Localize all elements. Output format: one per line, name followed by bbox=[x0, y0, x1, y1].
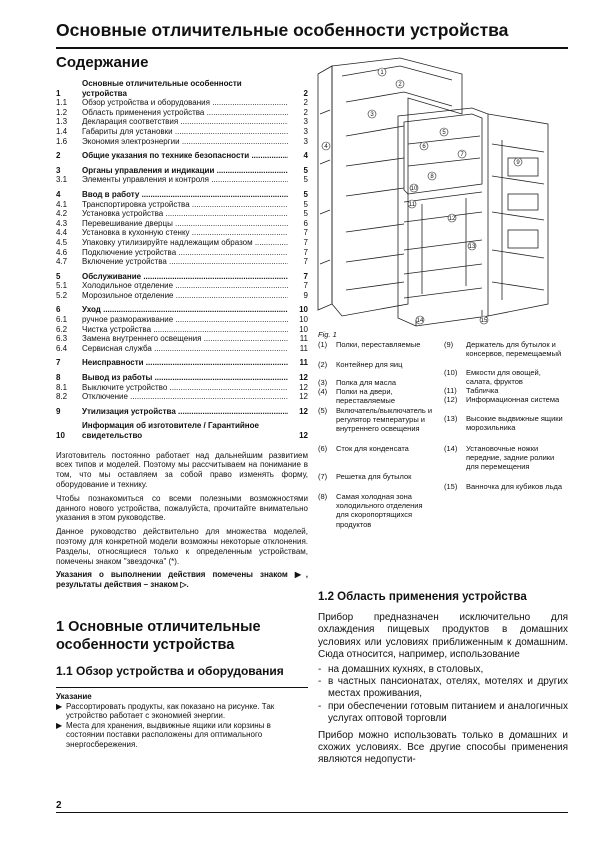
toc-entry[interactable] bbox=[56, 79, 308, 98]
legend-item bbox=[444, 386, 568, 395]
toc-entry-page: 5 bbox=[303, 199, 308, 209]
toc-entry-number: 6.2 bbox=[56, 324, 68, 334]
legend-item bbox=[444, 444, 568, 472]
toc-entry-page: 3 bbox=[303, 126, 308, 136]
toc-entry[interactable] bbox=[56, 238, 308, 248]
page-title: Основные отличительные особенности устройства bbox=[56, 20, 509, 40]
toc-entry[interactable] bbox=[56, 108, 308, 118]
toc-entry-number: 7 bbox=[56, 358, 61, 368]
toc-entry-page: 5 bbox=[303, 175, 308, 185]
legend-number: (13) bbox=[444, 414, 458, 423]
legend-number: (14) bbox=[444, 444, 458, 453]
legend-number: (15) bbox=[444, 482, 458, 491]
usage-list-item: - при обеспечении готовым питанием и аналогичных услугах оптовой торговли bbox=[318, 700, 568, 725]
fridge-back-outline bbox=[332, 58, 462, 316]
callout-13-icon bbox=[468, 242, 476, 250]
legend-text: Полки, переставляемые bbox=[336, 340, 421, 349]
toc-entry[interactable] bbox=[56, 137, 308, 147]
toc-entry-number: 6.3 bbox=[56, 334, 68, 344]
callout-1-icon bbox=[378, 68, 386, 76]
toc-entry-number: 1.2 bbox=[56, 107, 68, 117]
toc-entry-title: Обслуживание ..... bbox=[82, 272, 288, 282]
toc-entry-page: 7 bbox=[303, 247, 308, 257]
usage-list-item: - в частных пансионатах, отелях, мотелях и других местах проживания, bbox=[318, 676, 568, 700]
toc-title: Содержание bbox=[56, 54, 149, 71]
toc-entry[interactable] bbox=[56, 383, 308, 393]
toc-entry-title: Упаковку утилизируйте надлежащим образом ..... bbox=[82, 238, 288, 248]
toc-entry[interactable] bbox=[56, 315, 308, 325]
toc-entry[interactable] bbox=[56, 291, 308, 301]
legend-item bbox=[318, 492, 436, 529]
svg-text:2: 2 bbox=[398, 82, 402, 88]
legend-text: Контейнер для яиц bbox=[336, 360, 403, 369]
toc-entry-number: 5.1 bbox=[56, 281, 68, 291]
svg-text:13: 13 bbox=[468, 244, 476, 250]
toc-entry[interactable] bbox=[56, 272, 308, 282]
toc-entry-number: 8 bbox=[56, 373, 61, 383]
note-item-text: Рассортировать продукты, как показано на рисунке. Так устройство работает с экономией энергии. bbox=[66, 701, 275, 721]
svg-text:12: 12 bbox=[448, 216, 456, 222]
toc-entry-title: Морозильное отделение ..... bbox=[82, 291, 288, 301]
intro-paragraph: Чтобы познакомиться со всеми полезными возможностями данного нового устройства, пожалуйста, прочитайте внимательно указания в этом руководстве. bbox=[56, 493, 308, 523]
toc-entry-page: 10 bbox=[299, 305, 308, 315]
toc-entry-title: Обзор устройства и оборудования ..... bbox=[82, 98, 288, 108]
note-item-text: Места для хранения, выдвижные ящики или корзины в состоянии поставки расположены для оптимального энергосбережения. bbox=[66, 720, 271, 749]
toc-entry-title: Замена внутреннего освещения ..... bbox=[82, 334, 288, 344]
callout-14-icon bbox=[416, 316, 424, 324]
legend-item bbox=[444, 414, 568, 432]
legend-text: Емкости для овощей, салата, фруктов bbox=[466, 368, 541, 387]
toc-entry-number: 5 bbox=[56, 271, 61, 281]
callout-4-icon bbox=[322, 142, 330, 150]
legend-item bbox=[444, 340, 568, 358]
toc-entry-title: Включение устройства ..... bbox=[82, 257, 288, 267]
svg-text:4: 4 bbox=[324, 144, 328, 150]
toc-entry-number: 8.2 bbox=[56, 392, 68, 402]
toc-entry[interactable] bbox=[56, 358, 308, 368]
toc-entry[interactable] bbox=[56, 325, 308, 335]
legend-item bbox=[318, 444, 436, 453]
toc-entry-page: 12 bbox=[299, 382, 308, 392]
toc-entry-page: 12 bbox=[299, 406, 308, 416]
toc-entry-title: Установка устройства ..... bbox=[82, 209, 288, 219]
svg-text:1: 1 bbox=[380, 70, 384, 76]
toc-entry-title: Органы управления и индикации ..... bbox=[82, 166, 288, 176]
legend-item bbox=[318, 340, 436, 349]
toc-entry-title: Уход ..... bbox=[82, 305, 288, 315]
toc-entry[interactable] bbox=[56, 117, 308, 127]
svg-text:5: 5 bbox=[442, 130, 446, 136]
toc-entry-page: 10 bbox=[299, 324, 308, 334]
legend-item bbox=[318, 360, 436, 369]
toc-entry-number: 2 bbox=[56, 151, 61, 161]
toc-entry-title: Общие указания по технике безопасности ..... bbox=[82, 151, 288, 161]
legend-item bbox=[444, 368, 568, 386]
legend-number: (3) bbox=[318, 378, 328, 387]
intro-paragraph: Данное руководство действительно для множества моделей, поэтому для конкретной модели возможны некоторые отклонения. Разделы, относящиеся только к определенным устройствам, помечены знаком "звездочка" (*). bbox=[56, 527, 308, 566]
toc-entry-number: 4.3 bbox=[56, 218, 68, 228]
section-1-2-body bbox=[318, 612, 568, 767]
toc-entry-title: Область применения устройства ..... bbox=[82, 108, 288, 118]
toc-entry-number: 4.6 bbox=[56, 247, 68, 257]
toc-entry-number: 6.4 bbox=[56, 343, 68, 353]
legend-text: Ванночка для кубиков льда bbox=[466, 482, 563, 491]
section-1-1-title: 1.1 Обзор устройства и оборудования bbox=[56, 664, 284, 678]
toc-entry-title: Подключение устройства ..... bbox=[82, 248, 288, 258]
note-box bbox=[56, 687, 308, 750]
legend-number: (7) bbox=[318, 472, 328, 481]
toc-entry[interactable] bbox=[56, 305, 308, 315]
svg-text:11: 11 bbox=[408, 202, 416, 208]
toc-entry-page: 11 bbox=[299, 334, 308, 344]
toc-entry-page: 7 bbox=[303, 257, 308, 267]
action-arrow-icon: ▶ bbox=[56, 720, 63, 730]
legend-item bbox=[318, 378, 436, 387]
toc-entry-number: 8.1 bbox=[56, 382, 68, 392]
toc-entry-page: 11 bbox=[299, 358, 308, 368]
intro-paragraph-bold: Указания о выполнении действия помечены знаком ▶, результаты действия – знаком ▷. bbox=[56, 570, 308, 590]
toc-entry-title: Габариты для установки ..... bbox=[82, 127, 288, 137]
legend-item bbox=[318, 387, 436, 405]
toc-entry-title: Сервисная служба ..... bbox=[82, 344, 288, 354]
toc-entry[interactable] bbox=[56, 334, 308, 344]
toc-entry-number: 4.4 bbox=[56, 228, 68, 238]
toc-entry[interactable] bbox=[56, 248, 308, 258]
toc-entry-number: 4 bbox=[56, 189, 61, 199]
toc-entry-page: 2 bbox=[303, 107, 308, 117]
svg-text:7: 7 bbox=[460, 152, 464, 158]
legend-item bbox=[444, 395, 568, 404]
fridge-figure bbox=[312, 54, 568, 329]
legend-number: (2) bbox=[318, 360, 328, 369]
toc-entry-page: 11 bbox=[299, 343, 308, 353]
svg-text:8: 8 bbox=[430, 174, 434, 180]
usage-list-item: - на домашних кухнях, в столовых, bbox=[318, 663, 484, 675]
toc-entry-page: 5 bbox=[303, 209, 308, 219]
usage-list-text: при обеспечении готовым питанием и аналогичных услугах оптовой торговли bbox=[328, 700, 568, 725]
toc-entry[interactable] bbox=[56, 200, 308, 210]
toc-entry-title: Элементы управления и контроля ..... bbox=[82, 175, 288, 185]
svg-text:14: 14 bbox=[416, 318, 424, 324]
toc-entry[interactable] bbox=[56, 219, 308, 229]
callout-11-icon bbox=[408, 200, 416, 208]
toc-entry-number: 1.1 bbox=[56, 98, 68, 108]
legend-item bbox=[444, 482, 568, 491]
toc-entry-title: Отключение ..... bbox=[82, 392, 288, 402]
toc-entry-title: Декларация соответствия ..... bbox=[82, 117, 288, 127]
toc-entry-number: 9 bbox=[56, 406, 61, 416]
toc-entry-title: Ввод в работу ..... bbox=[82, 190, 288, 200]
toc-entry-number: 4.7 bbox=[56, 257, 68, 267]
callout-8-icon bbox=[428, 172, 436, 180]
legend-number: (11) bbox=[444, 386, 457, 395]
toc-entry-title: Экономия электроэнергии ..... bbox=[82, 137, 288, 147]
toc-entry[interactable] bbox=[56, 281, 308, 291]
legend-text: Высокие выдвижные ящики морозильника bbox=[466, 414, 563, 433]
legend-text: Полки на двери, переставляемые bbox=[336, 387, 395, 406]
toc-entry-title: Транспортировка устройства ..... bbox=[82, 200, 288, 210]
callout-6-icon bbox=[420, 142, 428, 150]
toc-entry-title: Установка в кухонную стенку ..... bbox=[82, 228, 288, 238]
legend-number: (12) bbox=[444, 395, 458, 404]
legend-item bbox=[318, 472, 436, 481]
toc-entry[interactable] bbox=[56, 344, 308, 354]
toc-entry[interactable] bbox=[56, 228, 308, 238]
toc-entry-title: Основные отличительные особенности устройства bbox=[82, 79, 242, 98]
legend-item bbox=[318, 406, 436, 434]
toc-entry-page: 2 bbox=[303, 98, 308, 108]
svg-text:6: 6 bbox=[422, 144, 426, 150]
legend-text: Сток для конденсата bbox=[336, 444, 409, 453]
intro-text bbox=[56, 451, 308, 590]
toc-entry-number: 1.3 bbox=[56, 117, 68, 127]
toc-entry-page: 3 bbox=[303, 117, 308, 127]
toc-entry-page: 4 bbox=[303, 151, 308, 161]
toc-entry-title: Холодильное отделение ..... bbox=[82, 281, 288, 291]
toc-entry[interactable] bbox=[56, 392, 308, 402]
legend-number: (8) bbox=[318, 492, 328, 501]
callout-7-icon bbox=[458, 150, 466, 158]
toc-entry-title: ручное размораживание ..... bbox=[82, 315, 288, 325]
section-1-2-paragraph: Прибор можно использовать только в домашних и схожих условиях. Все другие способы применения являются недопусти- bbox=[318, 729, 568, 766]
legend-text: Решетка для бутылок bbox=[336, 472, 412, 481]
toc-entry-number: 10 bbox=[56, 431, 65, 440]
toc-entry-title: Утилизация устройства ..... bbox=[82, 407, 288, 417]
action-arrow-icon: ▶ bbox=[56, 701, 63, 711]
toc-entry-number: 1.6 bbox=[56, 136, 68, 146]
section-1-2-paragraph: Прибор предназначен исключительно для охлаждения пищевых продуктов в домашних условиях или условиях приближенным к домашним. Сюда относится, например, использование bbox=[318, 612, 568, 661]
toc-entry-page: 5 bbox=[303, 189, 308, 199]
legend-number: (4) bbox=[318, 387, 328, 396]
toc-entry-number: 3 bbox=[56, 165, 61, 175]
table-of-contents bbox=[56, 79, 308, 441]
toc-entry-number: 6 bbox=[56, 305, 61, 315]
legend-number: (5) bbox=[318, 406, 328, 415]
figure-label: Fig. 1 bbox=[318, 330, 337, 339]
legend-text: Самая холодная зона холодильного отделения для скоропортящихся продуктов bbox=[336, 492, 423, 529]
toc-entry-number: 4.5 bbox=[56, 237, 68, 247]
toc-entry-number: 1.4 bbox=[56, 126, 68, 136]
toc-entry-number: 4.1 bbox=[56, 199, 68, 209]
left-column bbox=[56, 54, 308, 594]
section-1-2 bbox=[318, 591, 568, 769]
legend-text: Установочные ножки передние, задние ролики для перемещения bbox=[466, 444, 555, 472]
toc-entry-page: 12 bbox=[299, 373, 308, 383]
callout-10-icon bbox=[410, 184, 418, 192]
toc-entry-page: 3 bbox=[303, 136, 308, 146]
legend-text: Табличка bbox=[466, 386, 499, 395]
note-item bbox=[56, 721, 308, 750]
svg-text:15: 15 bbox=[480, 318, 488, 324]
toc-entry-page: 10 bbox=[299, 315, 308, 325]
toc-entry-title: Перевешивание дверцы ..... bbox=[82, 219, 288, 229]
toc-entry[interactable] bbox=[56, 373, 308, 383]
toc-entry-title: Вывод из работы ..... bbox=[82, 373, 288, 383]
toc-entry-number: 4.2 bbox=[56, 209, 68, 219]
toc-entry[interactable] bbox=[56, 421, 308, 440]
toc-entry-number: 5.2 bbox=[56, 290, 68, 300]
callout-5-icon bbox=[440, 128, 448, 136]
callout-15-icon bbox=[480, 316, 488, 324]
section-1 bbox=[56, 618, 308, 750]
usage-list-text: в частных пансионатах, отелях, мотелях и других местах проживания, bbox=[328, 676, 568, 700]
toc-entry-title: Неисправности ..... bbox=[82, 358, 288, 368]
toc-entry-number: 3.1 bbox=[56, 175, 68, 185]
legend-number: (10) bbox=[444, 368, 458, 377]
callout-9-icon bbox=[514, 158, 522, 166]
svg-text:3: 3 bbox=[370, 112, 374, 118]
legend-text: Включатель/выключатель и регулятор температуры и внутреннего освещения bbox=[336, 406, 433, 434]
legend-number: (6) bbox=[318, 444, 328, 453]
toc-entry-number: 6.1 bbox=[56, 315, 68, 325]
legend-number: (9) bbox=[444, 340, 454, 349]
toc-entry-title: Выключите устройство ..... bbox=[82, 383, 288, 393]
callout-2-icon bbox=[396, 80, 404, 88]
callout-3-icon bbox=[368, 110, 376, 118]
toc-entry-page: 12 bbox=[299, 431, 308, 440]
legend-text: Держатель для бутылок и консервов, перемещаемый bbox=[466, 340, 562, 359]
svg-text:10: 10 bbox=[410, 186, 418, 192]
usage-list-text: на домашних кухнях, в столовых, bbox=[328, 663, 484, 675]
toc-entry[interactable] bbox=[56, 151, 308, 161]
toc-entry[interactable] bbox=[56, 209, 308, 219]
legend-text: Информационная система bbox=[466, 395, 560, 404]
toc-entry[interactable] bbox=[56, 98, 308, 108]
toc-entry-number: 1 bbox=[56, 88, 61, 98]
page-header bbox=[56, 17, 568, 49]
note-item bbox=[56, 702, 308, 721]
legend-number: (1) bbox=[318, 340, 328, 349]
page-number: 2 bbox=[56, 800, 62, 811]
toc-entry-page: 9 bbox=[303, 290, 308, 300]
toc-entry-page: 5 bbox=[303, 165, 308, 175]
toc-entry[interactable] bbox=[56, 407, 308, 417]
toc-entry-page: 7 bbox=[303, 281, 308, 291]
toc-entry[interactable] bbox=[56, 175, 308, 185]
toc-entry-page: 7 bbox=[303, 237, 308, 247]
section-1-title: 1 Основные отличительные особенности устройства bbox=[56, 619, 261, 653]
toc-entry-page: 7 bbox=[303, 228, 308, 238]
toc-entry[interactable] bbox=[56, 127, 308, 137]
toc-entry[interactable] bbox=[56, 166, 308, 176]
toc-entry-title: Чистка устройства ..... bbox=[82, 325, 288, 335]
toc-entry-page: 7 bbox=[303, 271, 308, 281]
toc-entry-title: Информация об изготовителе / Гарантийное свидетельство bbox=[82, 421, 259, 440]
section-1-2-title: 1.2 Область применения устройства bbox=[318, 591, 527, 603]
toc-entry-page: 6 bbox=[303, 218, 308, 228]
legend-text: Полка для масла bbox=[336, 378, 396, 387]
toc-entry-page: 12 bbox=[299, 392, 308, 402]
svg-text:9: 9 bbox=[516, 160, 520, 166]
footer-rule bbox=[56, 812, 568, 813]
toc-entry-page: 2 bbox=[303, 88, 308, 98]
toc-entry[interactable] bbox=[56, 257, 308, 267]
toc-entry[interactable] bbox=[56, 190, 308, 200]
callout-12-icon bbox=[448, 214, 456, 222]
intro-paragraph: Изготовитель постоянно работает над дальнейшим развитием всех типов и моделей. Поэтому мы рассчитываем на понимание в том, что мы оставляем за собой право изменять форму, оборудование и технику. bbox=[56, 450, 308, 489]
note-heading: Указание bbox=[56, 692, 92, 701]
